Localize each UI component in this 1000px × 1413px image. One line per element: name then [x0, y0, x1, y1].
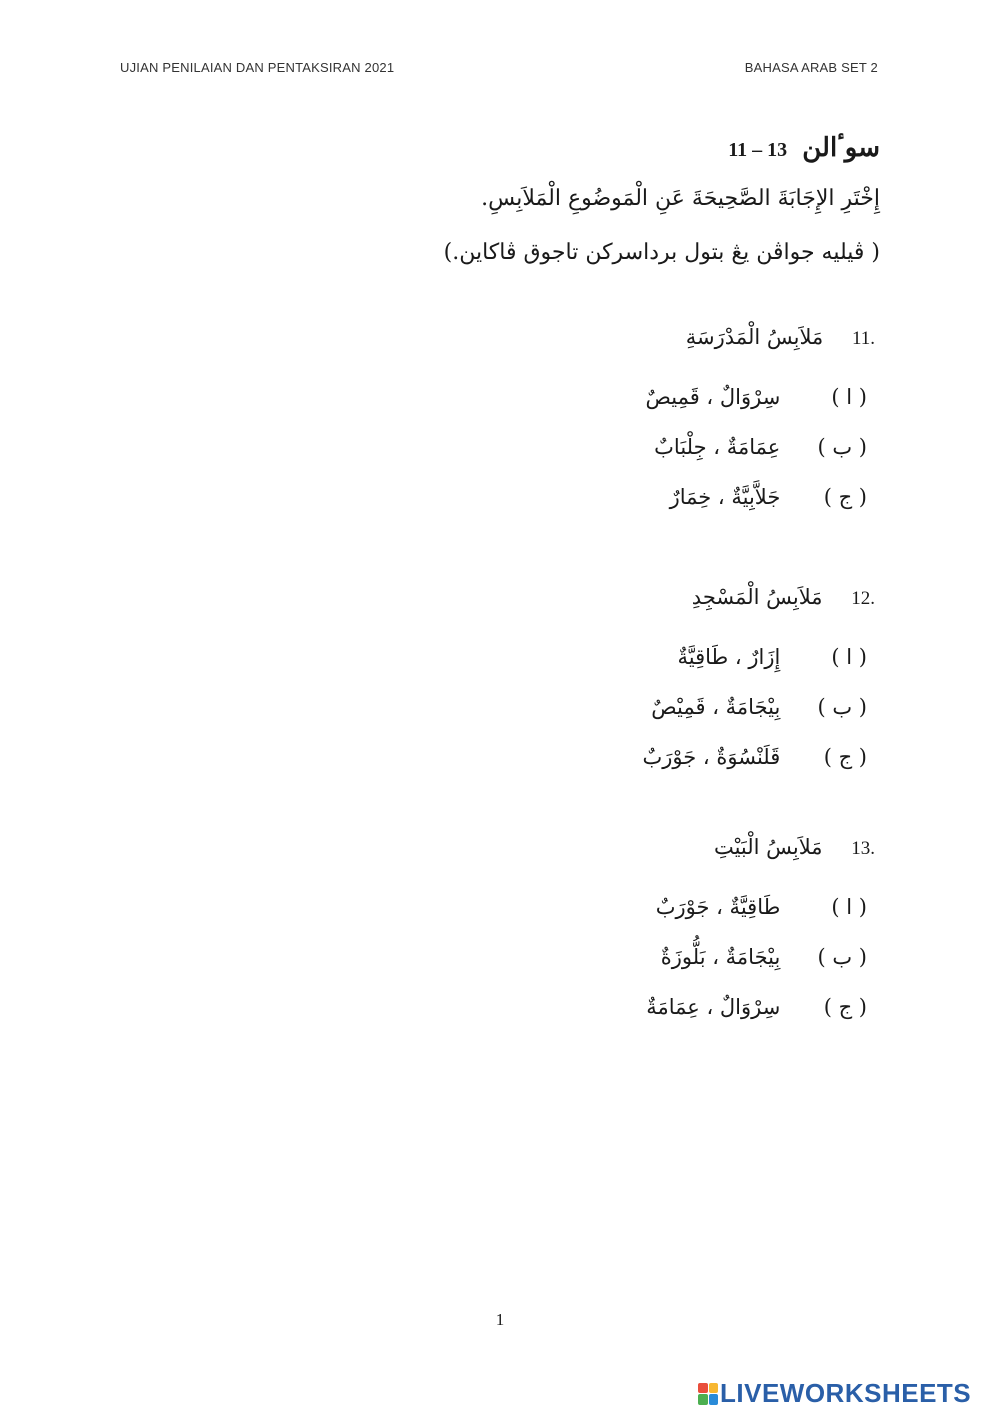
option-letter: ( ب ): [817, 435, 867, 459]
liveworksheets-brand[interactable]: [698, 1378, 971, 1409]
header-right-text: BAHASA ARAB SET 2: [744, 60, 878, 75]
option-jim[interactable]: [643, 732, 875, 782]
question-text: مَلاَبِسُ الْمَدْرَسَةِ: [685, 325, 824, 349]
option-text: عِمَامَةٌ ، جِلْبَابٌ: [654, 435, 781, 459]
logo-square-green: [698, 1394, 708, 1405]
brand-name: LIVEWORKSHEETS: [720, 1378, 972, 1408]
section-title-text: سوٴالن: [802, 133, 880, 163]
question-number: 11.: [851, 328, 875, 349]
option-jim[interactable]: [646, 982, 875, 1032]
question-header: [646, 325, 875, 350]
logo-square-yellow: [709, 1383, 719, 1394]
section-range: 11 – 13: [728, 139, 788, 161]
logo-square-red: [698, 1383, 708, 1394]
option-ba[interactable]: [646, 422, 875, 472]
option-ba[interactable]: [643, 682, 875, 732]
option-letter: ( ج ): [823, 745, 867, 769]
option-ba[interactable]: [646, 932, 875, 982]
option-text: قَلَنْسُوَةٌ ، جَوْرَبٌ: [642, 745, 781, 769]
section-title: [728, 133, 880, 163]
question-number: 12.: [851, 588, 875, 609]
question-text: مَلاَبِسُ الْبَيْتِ: [713, 835, 823, 859]
question-11: [646, 325, 875, 522]
page-number: 1: [495, 1310, 505, 1329]
option-text: إِزَارٌ ، طَاقِيَّةٌ: [677, 645, 781, 669]
option-text: طَاقِيَّةٌ ، جَوْرَبٌ: [655, 895, 781, 919]
option-letter: ( ا ): [831, 895, 867, 919]
option-letter: ( ب ): [817, 695, 867, 719]
question-13: [646, 835, 875, 1032]
option-alif[interactable]: [646, 372, 875, 422]
option-alif[interactable]: [646, 882, 875, 932]
option-alif[interactable]: [643, 632, 875, 682]
instruction-jawi: ( ڤيليه جواڤن يڠ بتول برداسرکن تاجوق ڤاکاين.): [443, 240, 880, 265]
option-letter: ( ا ): [831, 385, 867, 409]
question-12: [643, 585, 875, 782]
option-text: سِرْوَالٌ ، قَمِيصٌ: [645, 385, 781, 409]
option-text: جَلاَّبِيَّةٌ ، خِمَارٌ: [669, 485, 781, 509]
question-number: 13.: [851, 838, 875, 859]
option-jim[interactable]: [646, 472, 875, 522]
option-letter: ( ج ): [823, 485, 867, 509]
option-letter: ( ب ): [817, 945, 867, 969]
option-letter: ( ج ): [823, 995, 867, 1019]
question-header: [643, 585, 875, 610]
question-text: مَلاَبِسُ الْمَسْجِدِ: [691, 585, 823, 609]
logo-square-blue: [709, 1394, 719, 1405]
question-header: [646, 835, 875, 860]
option-text: بِيْجَامَةٌ ، قَمِيْصٌ: [651, 695, 781, 719]
option-text: بِيْجَامَةٌ ، بَلُّوزَةٌ: [660, 945, 781, 969]
liveworksheets-logo-icon: [698, 1383, 718, 1405]
header-left-text: UJIAN PENILAIAN DAN PENTAKSIRAN 2021: [120, 60, 395, 75]
option-letter: ( ا ): [831, 645, 867, 669]
option-text: سِرْوَالٌ ، عِمَامَةٌ: [646, 995, 781, 1019]
instruction-arabic: إِخْتَرِ الإِجَابَةَ الصَّحِيحَةَ عَنِ الْمَوضُوعِ الْمَلاَبِسِ.: [481, 186, 880, 211]
